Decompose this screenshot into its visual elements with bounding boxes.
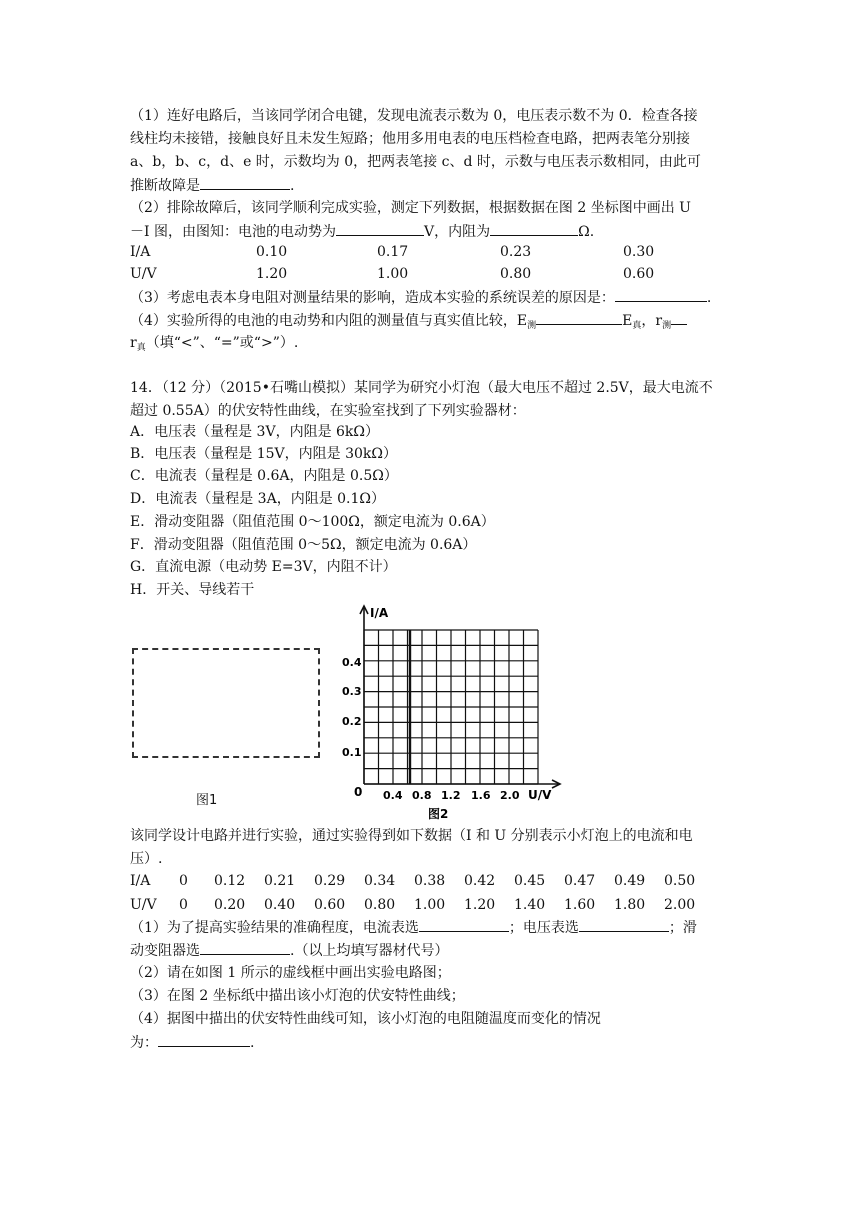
q14-subq1-text-d: 动变阻器选	[130, 943, 200, 959]
y-tick-label: 0.1	[342, 746, 362, 759]
q13-part3: （3）考虑电表本身电阻对测量结果的影响，造成本实验的系统误差的原因是： .	[130, 287, 711, 308]
answer-blank-ammeter[interactable]	[419, 917, 509, 932]
q14-current-value: 0.45	[514, 873, 546, 889]
q14-voltage-value: 1.80	[614, 897, 646, 913]
answer-blank-emf-compare[interactable]	[536, 310, 622, 325]
q13-part4-text-b: E	[622, 313, 633, 329]
equipment-item: A．电压表（量程是 3V，内阻是 6kΩ）	[130, 424, 380, 440]
x-tick-label: 1.2	[441, 789, 461, 802]
figure2-caption: 图2	[428, 807, 449, 821]
equipment-item: H．开关、导线若干	[130, 582, 255, 598]
q13-voltage-value: 0.80	[500, 266, 532, 282]
q14-subq1-text-e: .（以上均填写器材代号）	[290, 943, 449, 959]
x-tick-label: 0.4	[383, 789, 403, 802]
q13-part1-line2: 线柱均未接错，接触良好且未发生短路；他用多用电表的电压档检查电路，把两表笔分别接	[130, 131, 690, 147]
answer-blank-error-cause[interactable]	[615, 287, 707, 302]
q13-voltage-value: 1.20	[256, 266, 288, 282]
q14-current-value: 0.21	[264, 873, 296, 889]
q13-part1-line4: 推断故障是 .	[130, 175, 294, 196]
q13-current-value: 0.23	[500, 244, 532, 260]
equipment-item: B．电压表（量程是 15V，内阻是 30kΩ）	[130, 446, 398, 462]
q14-current-value: 0	[179, 873, 188, 889]
q14-voltage-label: U/V	[130, 897, 157, 913]
q14-subq4-line1: （4）据图中描出的伏安特性曲线可知，该小灯泡的电阻随温度而变化的情况	[130, 1011, 601, 1027]
q14-subq1-text-a: （1）为了提高实验结果的准确程度，电流表选	[130, 920, 419, 936]
q14-voltage-value: 0.80	[364, 897, 396, 913]
q14-voltage-value: 1.60	[564, 897, 596, 913]
q13-part1-line3: a、b，b、c，d、e 时，示数均为 0，把两表笔接 c、d 时，示数与电压表示数相同，由此可	[130, 154, 701, 170]
q13-part4-text-c: ，r	[641, 313, 663, 329]
grid-lines	[364, 630, 538, 784]
x-tick-label: 0.8	[412, 789, 432, 802]
subscript-measured: 测	[527, 321, 537, 331]
equipment-item: F．滑动变阻器（阻值范围 0～5Ω，额定电流为 0.6A）	[130, 537, 477, 553]
q14-voltage-value: 0	[179, 897, 188, 913]
subscript-true: 真	[632, 321, 642, 331]
figure1-caption: 图1	[196, 793, 218, 808]
q14-current-value: 0.47	[564, 873, 596, 889]
q14-current-value: 0.34	[364, 873, 396, 889]
answer-blank-rheostat[interactable]	[200, 940, 290, 955]
q14-subq1-line2	[130, 940, 448, 961]
q13-part2-line1: （2）排除故障后，该同学顺利完成实验，测定下列数据，根据数据在图 2 坐标图中画出 U	[130, 200, 691, 216]
q14-header-line1: 14．（12 分）（2015•石嘴山模拟）某同学为研究小灯泡（最大电压不超过 2.5V，最大电流不	[130, 380, 713, 396]
q14-current-value: 0.50	[664, 873, 696, 889]
origin-label: 0	[354, 785, 363, 799]
answer-blank-resistance-trend[interactable]	[158, 1032, 250, 1047]
x-tick-label: 1.6	[471, 789, 491, 802]
subscript-true: 真	[136, 343, 146, 353]
q13-part4-text-a: （4）实验所得的电池的电动势和内阻的测量值与真实值比较，E	[130, 313, 528, 329]
y-axis-label: I/A	[370, 606, 389, 620]
q14-current-value: 0.29	[314, 873, 346, 889]
q14-subq2: （2）请在如图 1 所示的虚线框中画出实验电路图；	[130, 965, 451, 981]
q13-current-value: 0.17	[377, 244, 409, 260]
q14-voltage-value: 1.20	[464, 897, 496, 913]
figure2-grid[interactable]	[330, 600, 570, 830]
q14-subq1-text-c: ；滑	[668, 920, 697, 936]
q14-voltage-value: 1.40	[514, 897, 546, 913]
equipment-item: D．电流表（量程是 3A，内阻是 0.1Ω）	[130, 491, 386, 507]
q14-current-value: 0.38	[414, 873, 446, 889]
q13-voltage-value: 1.00	[377, 266, 409, 282]
q13-voltage-label: U/V	[130, 266, 157, 282]
subscript-measured: 测	[662, 321, 672, 331]
q13-part4-text-e: （填“<”、“=”或“>”）.	[145, 335, 299, 351]
q13-part4-text-d: r	[130, 335, 137, 351]
q13-part4-line2	[130, 333, 298, 358]
x-axis-label: U/V	[528, 788, 552, 802]
q14-voltage-value: 2.00	[664, 897, 696, 913]
q14-subq3: （3）在图 2 坐标纸中描出该小灯泡的伏安特性曲线；	[130, 988, 465, 1004]
q14-voltage-value: 1.00	[414, 897, 446, 913]
q13-part3-text: （3）考虑电表本身电阻对测量结果的影响，造成本实验的系统误差的原因是：	[130, 290, 615, 306]
answer-blank-voltmeter[interactable]	[579, 917, 669, 932]
equipment-item: C．电流表（量程是 0.6A，内阻是 0.5Ω）	[130, 468, 398, 484]
q13-current-label: I/A	[130, 244, 151, 260]
q13-part2-text-b: V，内阻为	[423, 224, 491, 240]
answer-blank-fault[interactable]	[200, 175, 290, 190]
q13-part2-text-c: Ω.	[578, 224, 595, 240]
q14-voltage-value: 0.20	[214, 897, 246, 913]
y-tick-label: 0.3	[342, 685, 362, 698]
q14-header-line2: 超过 0.55A）的伏安特性曲线，在实验室找到了下列实验器材：	[130, 403, 526, 419]
q14-voltage-value: 0.60	[314, 897, 346, 913]
q14-intro-line1: 该同学设计电路并进行实验，通过实验得到如下数据（I 和 U 分别表示小灯泡上的电流和电	[130, 828, 693, 844]
y-tick-label: 0.2	[342, 715, 362, 728]
q13-part2-text-a: －I 图，由图知：电池的电动势为	[130, 224, 336, 240]
y-tick-label: 0.4	[342, 656, 362, 669]
q13-part1-line1: （1）连好电路后，当该同学闭合电键，发现电流表示数为 0，电压表示数不为 0．检查各接	[130, 108, 698, 124]
answer-blank-resistance[interactable]	[490, 221, 578, 236]
q14-subq1-line1	[130, 917, 697, 938]
q13-current-value: 0.30	[623, 244, 655, 260]
q14-subq4-line2: 为： .	[130, 1032, 254, 1053]
equipment-item: E．滑动变阻器（阻值范围 0～100Ω，额定电流为 0.6A）	[130, 514, 495, 530]
answer-blank-emf[interactable]	[336, 221, 424, 236]
q14-voltage-value: 0.40	[264, 897, 296, 913]
q13-part2-line2	[130, 221, 594, 242]
q14-subq1-text-b: ；电压表选	[508, 920, 579, 936]
equipment-item: G．直流电源（电动势 E=3V，内阻不计）	[130, 559, 397, 575]
circuit-drawing-box[interactable]	[132, 648, 320, 758]
q13-current-value: 0.10	[256, 244, 288, 260]
q13-voltage-value: 0.60	[623, 266, 655, 282]
answer-blank-r-compare[interactable]	[671, 310, 687, 325]
q14-current-value: 0.12	[214, 873, 246, 889]
q14-current-value: 0.49	[614, 873, 646, 889]
q14-intro-line2: 压）.	[130, 851, 163, 867]
q14-subq4-text: 为：	[130, 1035, 158, 1051]
x-tick-label: 2.0	[500, 789, 520, 802]
q13-part1-end-text: 推断故障是	[130, 178, 200, 194]
q14-current-label: I/A	[130, 873, 151, 889]
q14-current-value: 0.42	[464, 873, 496, 889]
